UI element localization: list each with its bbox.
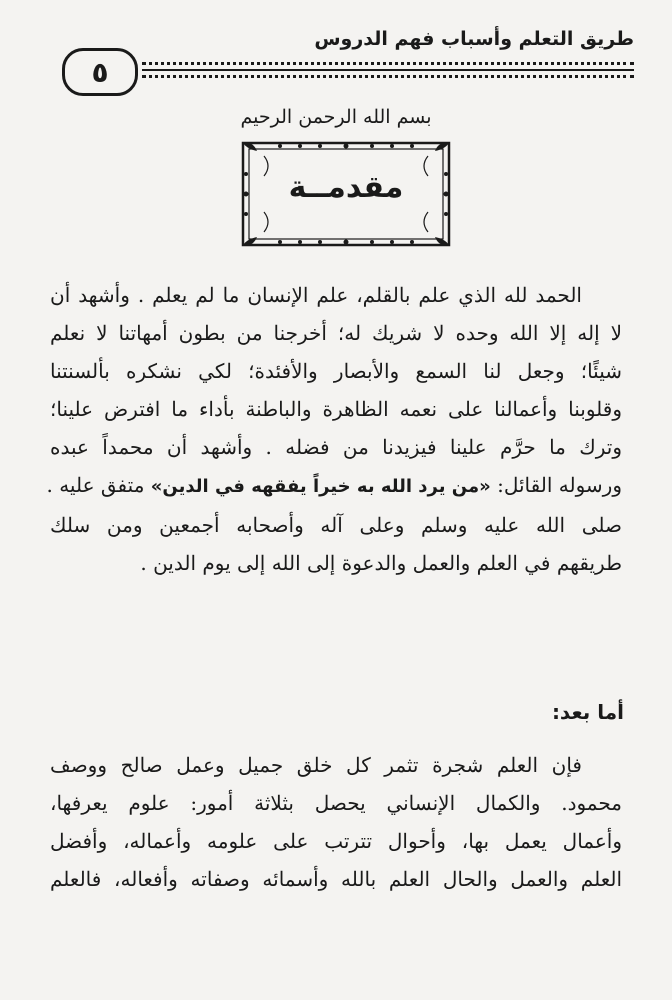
- section-title: مقدمــة: [288, 170, 404, 205]
- text-line: وترك ما حرَّم علينا فيزيدنا من فضله . وأشهد أن محمداً عبده: [50, 435, 622, 459]
- basmala: بسم الله الرحمن الرحيم: [240, 106, 432, 128]
- text-line: شيئًا؛ وجعل لنا السمع والأبصار والأفئدة؛ لكي نشكره بألسنتنا: [50, 359, 622, 383]
- hadith-line-after: متفق عليه .: [46, 473, 151, 497]
- text-line: وقلوبنا وأعمالنا على نعمه الظاهرة والباطنة بأداء ما افترض علينا؛: [50, 397, 622, 421]
- title-frame: [240, 140, 452, 248]
- intro-paragraph: [46, 276, 622, 582]
- hadith-line-before: ورسوله القائل:: [490, 473, 622, 497]
- hadith-quote: «من يرد الله به خيراً يفقهه في الدين»: [150, 476, 491, 497]
- text-line: محمود. والكمال الإنساني يحصل بثلاثة أمور: علوم يعرفها،: [50, 791, 622, 815]
- body-paragraph: [50, 746, 622, 898]
- text-line: وأعمال يعمل بها، وأحوال تترتب على علومه وأعماله، وأفضل: [50, 829, 622, 853]
- hadith-line: [46, 466, 622, 506]
- text-line: طريقهم في العلم والعمل والدعوة إلى الله إلى يوم الدين .: [140, 551, 622, 575]
- text-line: العلم والعمل والحال العلم بالله وأسمائه وصفاته وأفعاله، فالعلم: [50, 867, 622, 891]
- running-title: طريق التعلم وأسباب فهم الدروس: [314, 28, 634, 50]
- text-line: فإن العلم شجرة تثمر كل خلق جميل وعمل صالح ووصف: [50, 753, 582, 777]
- header-rule: [142, 62, 634, 84]
- section-heading: أما بعد:: [551, 700, 624, 724]
- text-line: الحمد لله الذي علم بالقلم، علم الإنسان ما لم يعلم . وأشهد أن: [50, 283, 582, 307]
- page-number: ٥: [62, 48, 138, 96]
- text-line: لا إله إلا الله وحده لا شريك له؛ أخرجنا من بطون أمهاتنا لا نعلم: [50, 321, 622, 345]
- text-line: صلى الله عليه وسلم وعلى آله وأصحابه أجمعين ومن سلك: [50, 513, 622, 537]
- page-header: [62, 22, 634, 89]
